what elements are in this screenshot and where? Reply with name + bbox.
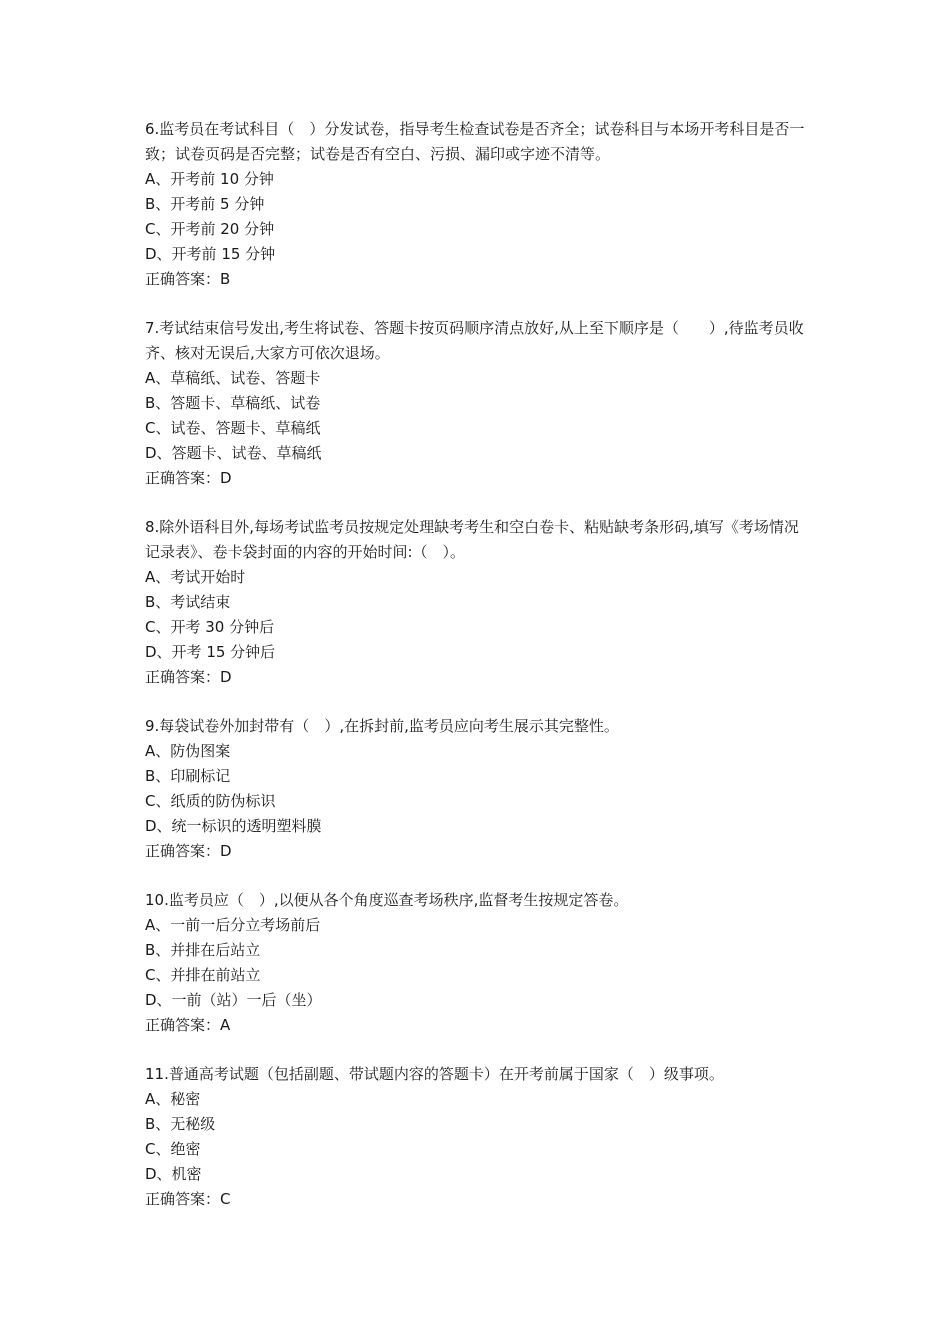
question-6 xyxy=(145,117,813,292)
question-stem: 10.监考员应（ ）,以便从各个角度巡查考场秩序,监督考生按规定答卷。 xyxy=(145,891,629,909)
option-d: D、开考前 15 分钟 xyxy=(145,245,276,263)
option-b: B、答题卡、草稿纸、试卷 xyxy=(145,394,321,412)
correct-answer: 正确答案：C xyxy=(145,1190,231,1208)
option-b: B、印刷标记 xyxy=(145,767,231,785)
question-7 xyxy=(145,316,813,491)
question-stem: 8.除外语科目外,每场考试监考员按规定处理缺考考生和空白卷卡、粘贴缺考条形码,填写《考场情况记录表》、卷卡袋封面的内容的开始时间:（ ）。 xyxy=(145,518,799,561)
option-a: A、秘密 xyxy=(145,1090,201,1108)
question-10 xyxy=(145,888,813,1038)
question-stem: 7.考试结束信号发出,考生将试卷、答题卡按页码顺序清点放好,从上至下顺序是（ ）,待监考员收齐、核对无误后,大家方可依次退场。 xyxy=(145,319,804,362)
option-c: C、试卷、答题卡、草稿纸 xyxy=(145,419,321,437)
correct-answer: 正确答案：D xyxy=(145,469,232,487)
option-a: A、考试开始时 xyxy=(145,568,246,586)
option-b: B、并排在后站立 xyxy=(145,941,261,959)
option-c: C、并排在前站立 xyxy=(145,966,261,984)
option-c: C、开考 30 分钟后 xyxy=(145,618,275,636)
option-c: C、开考前 20 分钟 xyxy=(145,220,275,238)
option-a: A、草稿纸、试卷、答题卡 xyxy=(145,369,321,387)
question-11 xyxy=(145,1062,813,1212)
option-d: D、统一标识的透明塑料膜 xyxy=(145,817,322,835)
question-stem: 11.普通高考试题（包括副题、带试题内容的答题卡）在开考前属于国家（ ）级事项。 xyxy=(145,1065,724,1083)
option-a: A、开考前 10 分钟 xyxy=(145,170,274,188)
correct-answer: 正确答案：A xyxy=(145,1016,231,1034)
question-stem: 9.每袋试卷外加封带有（ ）,在拆封前,监考员应向考生展示其完整性。 xyxy=(145,717,619,735)
question-8 xyxy=(145,515,813,690)
option-d: D、一前（站）一后（坐） xyxy=(145,991,322,1009)
option-b: B、无秘级 xyxy=(145,1115,216,1133)
option-c: C、绝密 xyxy=(145,1140,201,1158)
option-b: B、考试结束 xyxy=(145,593,231,611)
option-b: B、开考前 5 分钟 xyxy=(145,195,265,213)
correct-answer: 正确答案：D xyxy=(145,668,232,686)
correct-answer: 正确答案：D xyxy=(145,842,232,860)
option-a: A、一前一后分立考场前后 xyxy=(145,916,321,934)
option-d: D、开考 15 分钟后 xyxy=(145,643,276,661)
option-d: D、机密 xyxy=(145,1165,202,1183)
option-a: A、防伪图案 xyxy=(145,742,231,760)
option-d: D、答题卡、试卷、草稿纸 xyxy=(145,444,322,462)
question-stem: 6.监考员在考试科目（ ）分发试卷，指导考生检查试卷是否齐全；试卷科目与本场开考科目是否一致；试卷页码是否完整；试卷是否有空白、污损、漏印或字迹不清等。 xyxy=(145,120,805,163)
document-page xyxy=(145,117,813,1236)
correct-answer: 正确答案：B xyxy=(145,270,231,288)
option-c: C、纸质的防伪标识 xyxy=(145,792,276,810)
question-9 xyxy=(145,714,813,864)
